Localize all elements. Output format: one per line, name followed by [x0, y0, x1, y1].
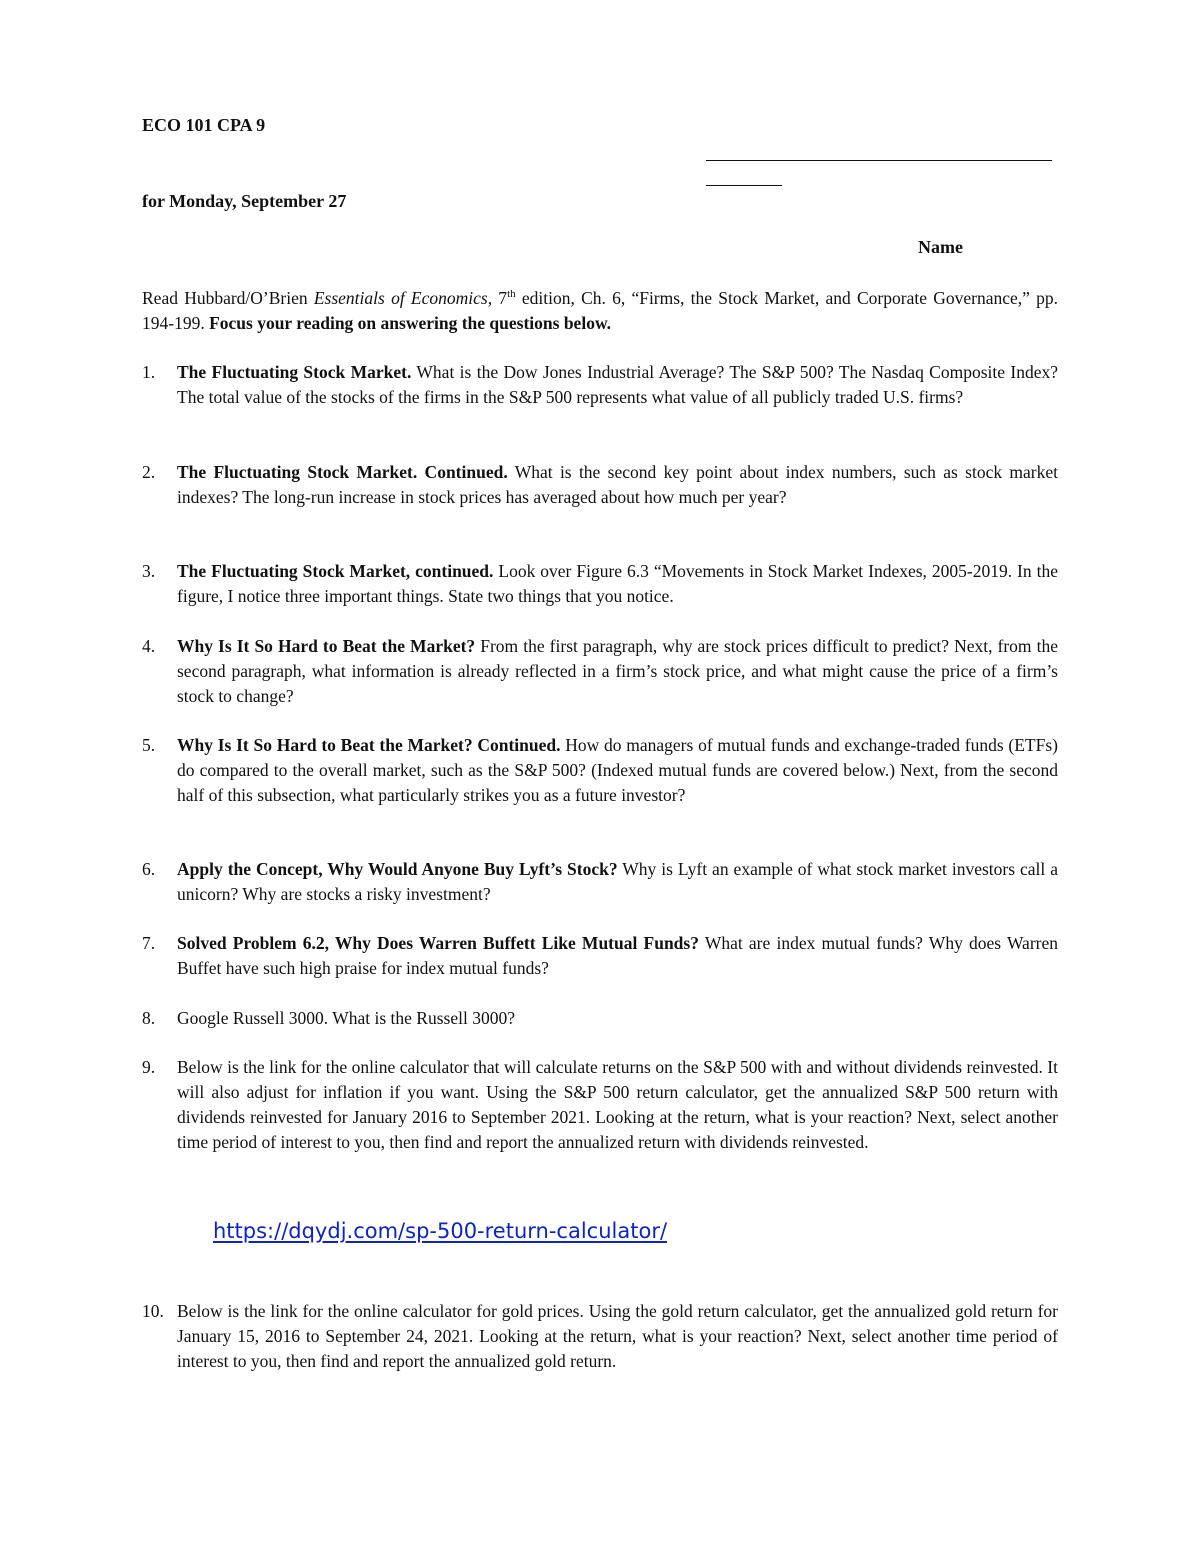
intro-rest: edition, Ch. 6, “Firms, the Stock Market, and Corporate Governance,” pp. 194-199.	[142, 288, 1058, 333]
question-heading: Solved Problem 6.2, Why Does Warren Buffett Like Mutual Funds?	[177, 933, 699, 953]
question-heading: Why Is It So Hard to Beat the Market? Continued.	[177, 735, 561, 755]
question-text: Below is the link for the online calculator for gold prices. Using the gold return calculator, get the annualized gold return for January 15, 2016 to September 24, 2021. Looking at the return, what is your reaction? Next, select another time period of interest to you, then find and report the annualized gold return.	[177, 1301, 1058, 1371]
question-text: What is the second key point about index numbers, such as stock market indexes? The long-run increase in stock prices has averaged about how much per year?	[177, 462, 1058, 507]
edition-suffix: th	[507, 288, 516, 300]
question-heading: The Fluctuating Stock Market, continued.	[177, 561, 494, 581]
question-heading: Why Is It So Hard to Beat the Market?	[177, 636, 476, 656]
sp500-calculator-link[interactable]: https://dqydj.com/sp-500-return-calculator/	[213, 1219, 668, 1243]
document-title: ECO 101 CPA 9	[142, 115, 266, 135]
question-item	[142, 1006, 1058, 1031]
edition-number: 7	[492, 288, 508, 308]
book-title: Essentials of Economics,	[313, 288, 493, 308]
question-number: 8.	[142, 1008, 156, 1028]
question-text: How do managers of mutual funds and exchange-traded funds (ETFs) do compared to the overall market, such as the S&P 500? (Indexed mutual funds are covered below.) Next, from the second half of this subsection, what particularly strikes you as a future investor?	[177, 735, 1058, 805]
question-item	[142, 733, 1058, 808]
question-text: Look over Figure 6.3 “Movements in Stock Market Indexes, 2005-2019. In the figure, I notice three important things. State two things that you notice.	[177, 561, 1058, 606]
question-item	[142, 931, 1058, 981]
intro-read: Read Hubbard/O’Brien	[142, 288, 314, 308]
question-text: From the first paragraph, why are stock prices difficult to predict? Next, from the second paragraph, what information is already reflected in a firm’s stock price, and what might cause the price of a firm’s stock to change?	[177, 636, 1058, 706]
focus-instruction: Focus your reading on answering the questions below.	[209, 313, 611, 333]
question-text: What are index mutual funds? Why does Warren Buffet have such high praise for index mutual funds?	[177, 933, 1058, 978]
question-item	[142, 559, 1058, 609]
question-item	[142, 1299, 1058, 1374]
question-item	[142, 360, 1058, 410]
question-heading: The Fluctuating Stock Market.	[177, 362, 412, 382]
name-blank-line-short	[706, 185, 782, 186]
question-text: Why is Lyft an example of what stock market investors call a unicorn? Why are stocks a risky investment?	[177, 859, 1058, 904]
question-number: 5.	[142, 735, 156, 755]
question-number: 7.	[142, 933, 156, 953]
question-text: Below is the link for the online calculator that will calculate returns on the S&P 500 with and without dividends reinvested. It will also adjust for inflation if you want. Using the S&P 500 return calculator, get the annualized S&P 500 return with dividends reinvested for January 2016 to September 2021. Looking at the return, what is your reaction? Next, select another time period of interest to you, then find and report the annualized return with dividends reinvested.	[177, 1057, 1058, 1152]
question-item	[142, 460, 1058, 510]
question-number: 1.	[142, 362, 156, 382]
due-date: for Monday, September 27	[142, 191, 347, 211]
question-heading: Apply the Concept, Why Would Anyone Buy Lyft’s Stock?	[177, 859, 618, 879]
reading-instructions	[142, 286, 1058, 336]
question-item	[142, 857, 1058, 907]
question-item	[142, 1055, 1058, 1155]
question-text: Google Russell 3000. What is the Russell 3000?	[177, 1008, 515, 1028]
question-number: 4.	[142, 636, 156, 656]
question-number: 3.	[142, 561, 156, 581]
question-number: 2.	[142, 462, 156, 482]
name-label: Name	[918, 237, 963, 257]
question-item	[142, 634, 1058, 709]
question-heading: The Fluctuating Stock Market. Continued.	[177, 462, 508, 482]
question-number: 6.	[142, 859, 156, 879]
name-blank-line	[706, 160, 1052, 161]
question-text: What is the Dow Jones Industrial Average? The S&P 500? The Nasdaq Composite Index? The total value of the stocks of the firms in the S&P 500 represents what value of all publicly traded U.S. firms?	[177, 362, 1058, 407]
question-number: 10.	[142, 1301, 164, 1321]
question-number: 9.	[142, 1057, 156, 1077]
